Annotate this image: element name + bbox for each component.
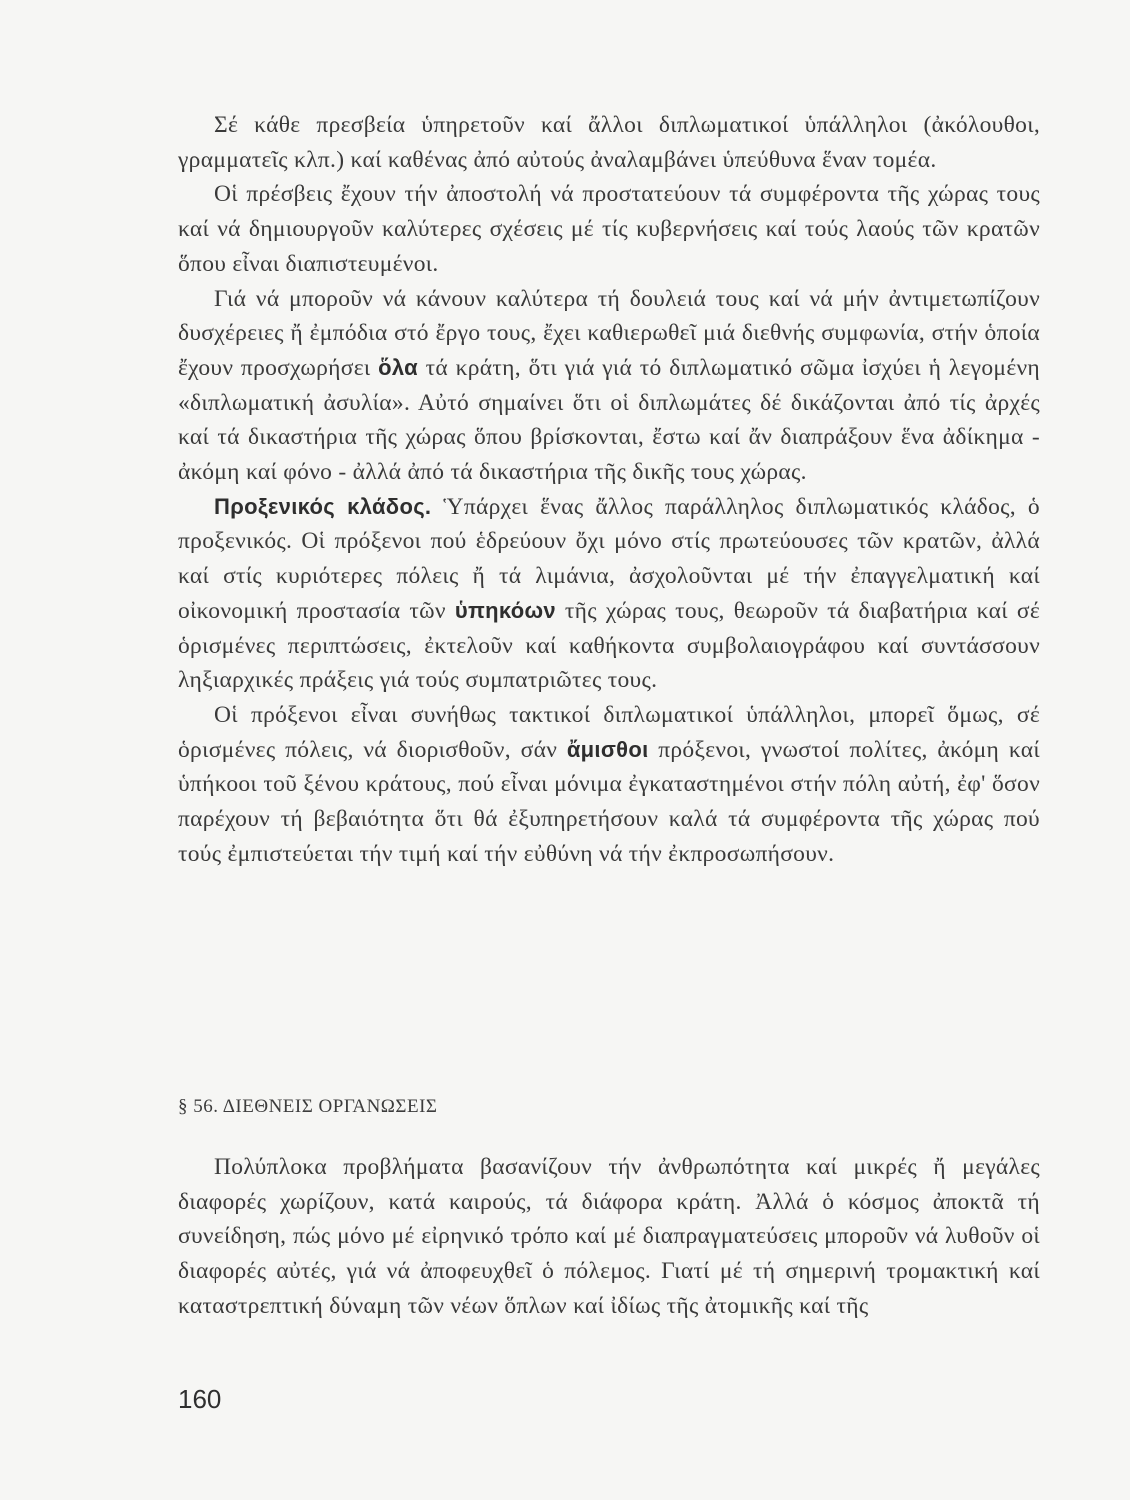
section-text [178, 1150, 1040, 1324]
main-text [178, 108, 1040, 871]
paragraph-consuls [178, 698, 1040, 872]
paragraph-embassy-staff: Σέ κάθε πρεσβεία ὑπηρετοῦν καί ἄλλοι διπλωματικοί ὑπάλληλοι (ἀκόλουθοι, γραμματεῖς κλπ.) καί καθένας ἀπό αὐτούς ἀναλαμβάνει ὑπεύθυνα ἕναν τομέα. [178, 112, 1040, 173]
section-heading: § 56. ΔΙΕΘΝΕΙΣ ΟΡΓΑΝΩΣΕΙΣ [178, 1096, 438, 1117]
paragraph-text: Ὑπάρχει ἕνας ἄλλος παράλληλος διπλωματικός κλάδος, ὁ προξενικός. Οἱ πρόξενοι πού ἑδρεύουν ὄχι μόνο στίς πρωτεύουσες τῶν κρατῶν, ἀλλά καί στίς κυριότερες πόλεις ἤ τά λιμάνια, ἀσχολοῦνται μέ τήν ἐπαγγελματική καί οἰκονομική προστασία τῶν [178, 493, 1040, 624]
paragraph-international-organizations: Πολύπλοκα προβλήματα βασανίζουν τήν ἀνθρωπότητα καί μικρές ἤ μεγάλες διαφορές χωρίζουν, κατά καιρούς, τά διάφορα κράτη. Ἀλλά ὁ κόσμος ἀποκτᾶ τή συνείδηση, πώς μόνο μέ εἰρηνικό τρόπο καί μέ διαπραγματεύσεις μποροῦν νά λυθοῦν οἱ διαφορές αὐτές, γιά νά ἀποφευχθεῖ ὁ πόλεμος. Γιατί μέ τή σημερινή τρομακτική καί καταστρεπτική δύναμη τῶν νέων ὅπλων καί ἰδίως τῆς ἀτομικῆς καί τῆς [178, 1154, 1040, 1319]
paragraph-text: Οἱ πρόξενοι εἶναι συνήθως τακτικοί διπλωματικοί ὑπάλληλοι, μπορεῖ ὅμως, σέ ὁρισμένες πόλεις, νά διορισθοῦν, σάν [178, 701, 1040, 763]
paragraph-consular-branch [178, 490, 1040, 698]
paragraph-diplomatic-immunity [178, 282, 1040, 490]
paragraph-text: τά κράτη, ὅτι γιά γιά τό διπλωματικό σῶμα ἰσχύει ἡ λεγομένη «διπλωματική ἀσυλία». Αὐτό σημαίνει ὅτι οἱ διπλωμάτες δέ δικάζονται ἀπό τίς ἀρχές καί τά δικαστήρια τῆς χώρας ὅπου βρίσκονται, ἔστω καί ἄν διαπράξουν ἕνα ἀδίκημα - ἀκόμη καί φόνο - ἀλλά ἀπό τά δικαστήρια τῆς δικῆς τους χώρας. [178, 354, 1040, 486]
paragraph-text: πρόξενοι, γνωστοί πολίτες, ἀκόμη καί ὑπήκοοι τοῦ ξένου κράτους, πού εἶναι μόνιμα ἐγκαταστημένοι στήν πόλη αὐτή, ἐφ' ὅσον παρέχουν τή βεβαιότητα ὅτι θά ἐξυπηρετήσουν καλά τά συμφέροντα τῆς χώρας πού τούς ἐμπιστεύεται τήν τιμή καί τήν εὐθύνη νά τήν ἐκπροσωπήσουν. [178, 736, 1040, 867]
paragraph-text: τῆς χώρας τους, θεωροῦν τά διαβατήρια καί σέ ὁρισμένες περιπτώσεις, ἐκτελοῦν καί καθήκοντα συμβολαιογράφου καί συντάσσουν ληξιαρχικές πράξεις γιά τούς συμπατριῶτες τους. [178, 597, 1040, 694]
paragraph-text: Γιά νά μποροῦν νά κάνουν καλύτερα τή δουλειά τους καί νά μήν ἀντιμετωπίζουν δυσχέρειες ἤ ἐμπόδια στό ἔργο τους, ἔχει καθιερωθεῖ μιά διεθνής συμφωνία, στήν ὁποία ἔχουν προσχωρήσει [178, 285, 1040, 381]
emphasis-term: ὅλα [378, 354, 418, 380]
emphasis-term: ὑπηκόων [454, 597, 556, 623]
paragraph-ambassador-mission: Οἱ πρέσβεις ἔχουν τήν ἀποστολή νά προστατεύουν τά συμφέροντα τῆς χώρας τους καί νά δημιουργοῦν καλύτερες σχέσεις μέ τίς κυβερνήσεις καί τούς λαούς τῶν κρατῶν ὅπου εἶναι διαπιστευμένοι. [178, 181, 1040, 277]
emphasis-term: ἄμισθοι [566, 736, 649, 762]
page-number: 160 [178, 1384, 222, 1414]
subheading-consular-branch: Προξενικός κλάδος. [214, 493, 432, 519]
